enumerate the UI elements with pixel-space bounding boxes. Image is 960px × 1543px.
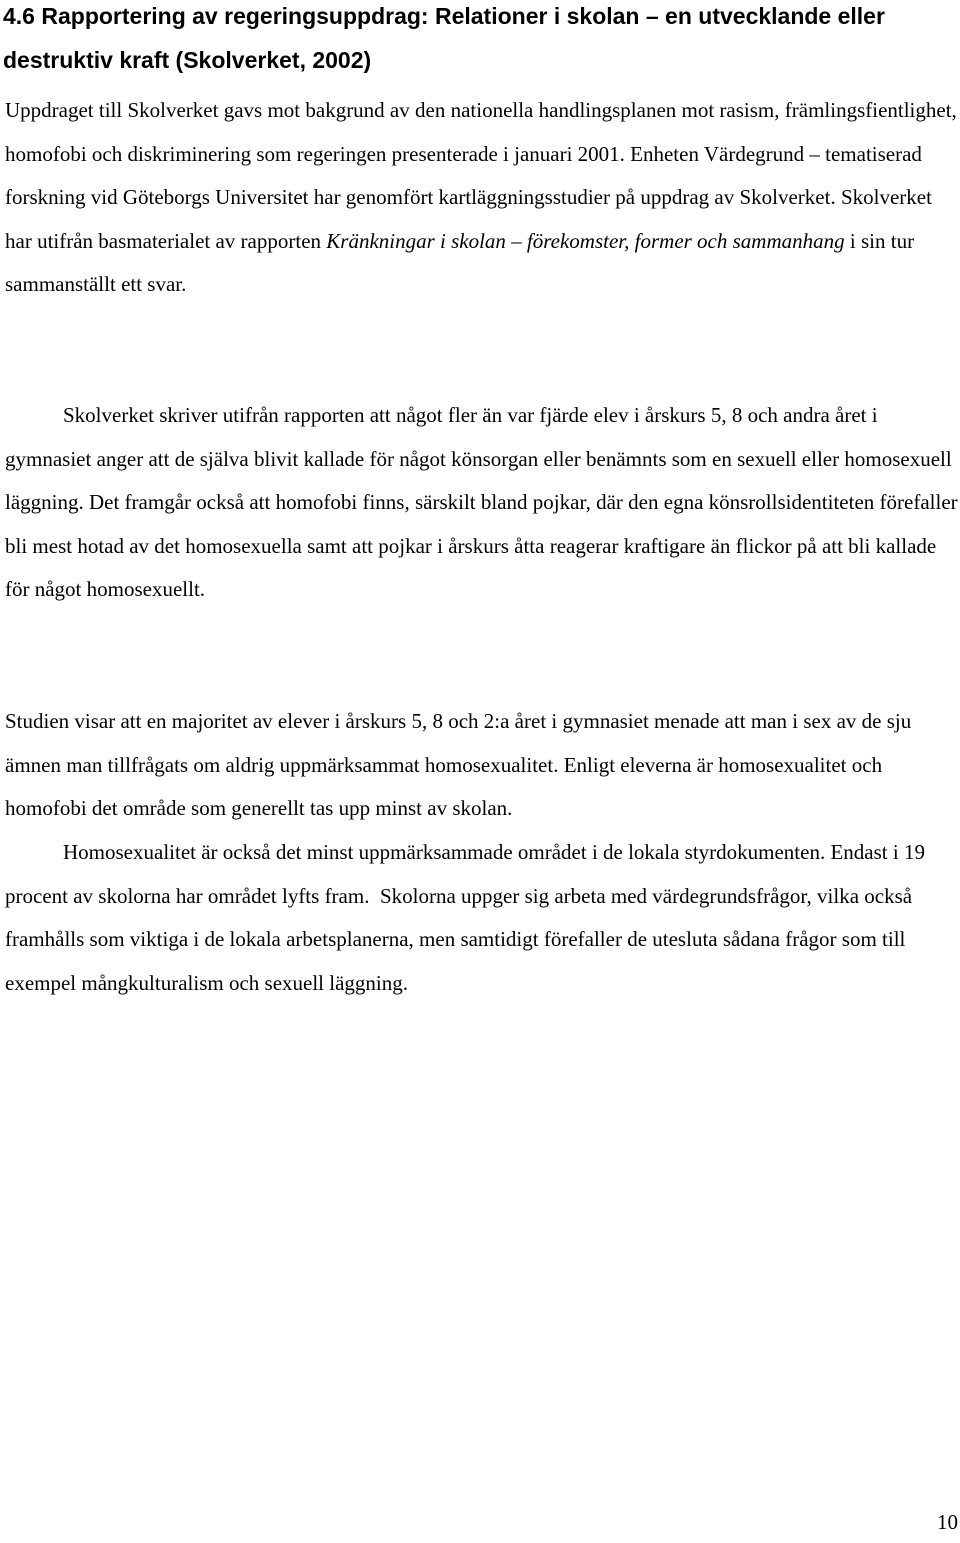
paragraph-1-text-end: i sin tur sammanställt ett svar.	[5, 228, 915, 296]
paragraph-2: Skolverket skriver utifrån rapporten att något fler än var fjärde elev i årskurs 5, 8 och andra året i gymnasiet anger att de själva blivit kallade för något könsorgan eller benämnts som en sexuell eller homosexuell läggning. Det framgår också att homofobi finns, särskilt bland pojkar, där den egna könsrollsidentiteten förefaller bli mest hotad av det homosexuella samt att pojkar i årskurs åtta reagerar kraftigare än flickor på att bli kallade för något homosexuellt.	[5, 403, 958, 601]
paragraph-1-text-start: Uppdraget till Skolverket gavs mot bakgrund av den nationella handlingsplanen mot rasism, främlingsfientlighet, homofobi och diskriminering som regeringen presenterade i januari 2001. Enheten Värdegrund – tematiserad forskning vid Göteborgs Universitet har genomfört kartläggningsstudier på uppdrag av Skolverket. Skolverket har utifrån basmaterialet av rapporten	[5, 98, 957, 253]
paragraph-4: Homosexualitet är också det minst uppmärksammade området i de lokala styrdokumenten. Endast i 19 procent av skolorna har området lyfts fram. Skolorna uppger sig arbeta med värdegrundsfrågor, vilka också framhålls som viktiga i de lokala arbetsplanerna, men samtidigt förefaller de utesluta sådana frågor som till exempel mångkulturalism och sexuell läggning.	[5, 840, 931, 995]
paragraph-1	[5, 89, 960, 307]
section-heading: 4.6 Rapportering av regeringsuppdrag: Relationer i skolan – en utvecklande eller destruktiv kraft (Skolverket, 2002)	[3, 3, 885, 73]
paragraph-3: Studien visar att en majoritet av elever i årskurs 5, 8 och 2:a året i gymnasiet menade att man i sex av de sju ämnen man tillfrågats om aldrig uppmärksammat homosexualitet. Enligt eleverna är homosexualitet och homofobi det område som generellt tas upp minst av skolan.	[5, 709, 912, 820]
page-number: 10	[937, 1510, 958, 1534]
report-title: Kränkningar i skolan – förekomster, former och sammanhang	[326, 228, 845, 253]
